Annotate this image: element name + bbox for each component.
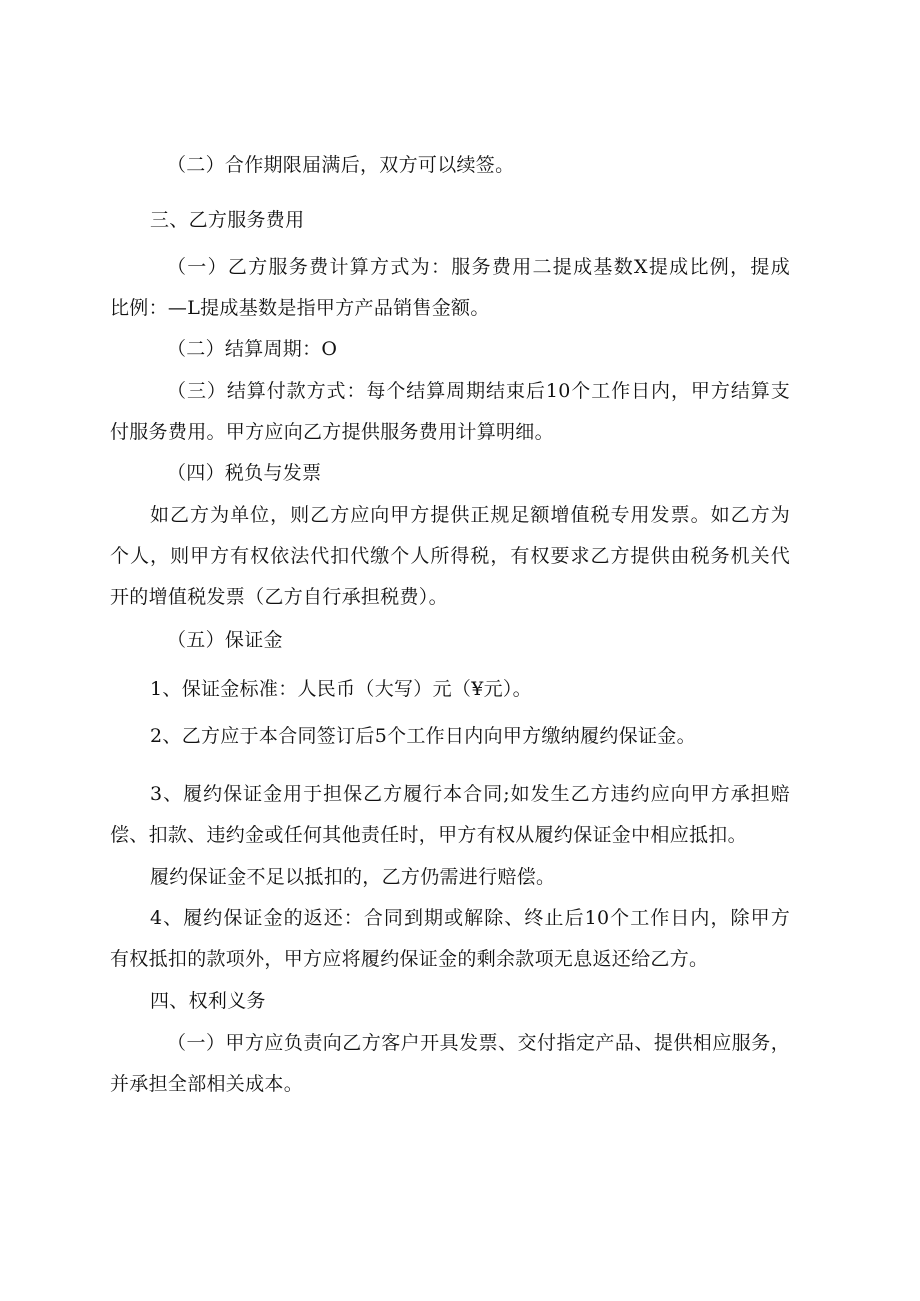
- clause-2-2-renewal: （二）合作期限届满后，双方可以续签。: [167, 154, 515, 176]
- section-4-heading: 四、权利义务: [150, 990, 266, 1012]
- clause-3-2: （二）结算周期：O: [167, 338, 338, 360]
- clause-3-1-line-2: 比例：—L提成基数是指甲方产品销售金额。: [110, 297, 490, 319]
- deposit-item-1: 1、保证金标准：人民币（大写）元（¥元）。: [150, 678, 532, 700]
- section-3-heading: 三、乙方服务费用: [150, 209, 305, 231]
- deposit-item-2: 2、乙方应于本合同签订后5个工作日内向甲方缴纳履约保证金。: [150, 725, 696, 747]
- clause-3-4-para-line-3: 开的增值税发票（乙方自行承担税费）。: [110, 586, 448, 608]
- clause-3-3-line-1: （三）结算付款方式：每个结算周期结束后10个工作日内，甲方结算支: [167, 380, 790, 402]
- deposit-item-4-line-1: 4、履约保证金的返还：合同到期或解除、终止后10个工作日内，除甲方: [150, 907, 790, 929]
- clause-3-1-line-1: （一）乙方服务费计算方式为：服务费用二提成基数X提成比例，提成: [167, 256, 790, 278]
- clause-3-4-para-line-1: 如乙方为单位，则乙方应向甲方提供正规足额增值税专用发票。如乙方为: [150, 504, 790, 526]
- clause-3-5-heading: （五）保证金: [167, 629, 283, 651]
- clause-4-1-line-1: （一）甲方应负责向乙方客户开具发票、交付指定产品、提供相应服务，: [167, 1032, 790, 1054]
- deposit-item-3-line-2: 偿、扣款、违约金或任何其他责任时，甲方有权从履约保证金中相应抵扣。: [110, 824, 747, 846]
- clause-3-3-line-2: 付服务费用。甲方应向乙方提供服务费用计算明细。: [110, 421, 554, 443]
- clause-3-4-para-line-2: 个人，则甲方有权依法代扣代缴个人所得税，有权要求乙方提供由税务机关代: [110, 545, 790, 567]
- clause-4-1-line-2: 并承担全部相关成本。: [110, 1073, 304, 1095]
- deposit-item-3-line-3: 履约保证金不足以抵扣的，乙方仍需进行赔偿。: [150, 866, 556, 888]
- deposit-item-3-line-1: 3、履约保证金用于担保乙方履行本合同;如发生乙方违约应向甲方承担赔: [150, 783, 790, 805]
- deposit-item-4-line-2: 有权抵扣的款项外，甲方应将履约保证金的剩余款项无息返还给乙方。: [110, 948, 709, 970]
- clause-3-4-heading: （四）税负与发票: [167, 462, 322, 484]
